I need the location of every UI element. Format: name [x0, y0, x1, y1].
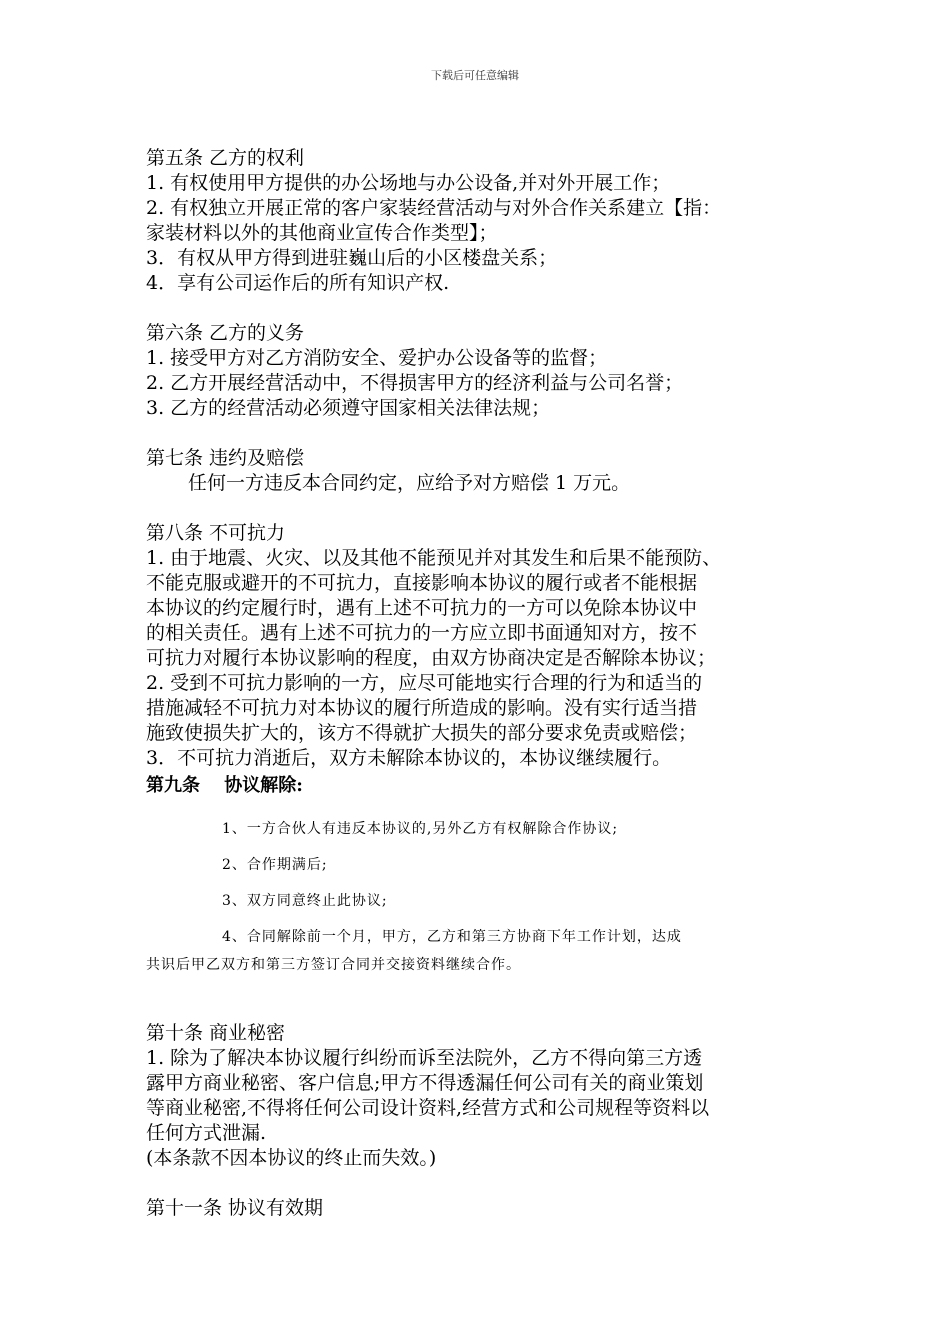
section-title: 第十一条 协议有效期 — [146, 1197, 324, 1219]
section-6 — [146, 321, 816, 421]
section-10 — [146, 1021, 816, 1171]
clause-line: 4．享有公司运作后的所有知识产权. — [146, 272, 450, 294]
header-note: 下载后可任意编辑 — [431, 69, 519, 82]
section-8 — [146, 521, 816, 771]
clause-line: 露甲方商业秘密、客户信息;甲方不得透漏任何公司有关的商业策划 — [146, 1072, 704, 1094]
section-11 — [146, 1196, 816, 1221]
clause-line: 3. 乙方的经营活动必须遵守国家相关法律法规； — [146, 397, 551, 419]
clause-line: 不能克服或避开的不可抗力，直接影响本协议的履行或者不能根据 — [146, 572, 698, 594]
section-title: 第六条 乙方的义务 — [146, 322, 305, 344]
section-title: 第八条 不可抗力 — [146, 522, 286, 544]
section-5 — [146, 146, 816, 296]
clause-line: 本协议的约定履行时，遇有上述不可抗力的一方可以免除本协议中 — [146, 597, 698, 619]
list-item: 3、双方同意终止此协议; — [222, 893, 388, 909]
clause-line: 2. 受到不可抗力影响的一方，应尽可能地实行合理的行为和适当的 — [146, 672, 703, 694]
clause-line: 1. 由于地震、火灾、以及其他不能预见并对其发生和后果不能预防、 — [146, 547, 722, 569]
list-item: 4、合同解除前一个月，甲方，乙方和第三方协商下年工作计划，达成 — [222, 929, 682, 945]
document-body — [146, 146, 816, 1221]
section-9 — [146, 773, 816, 979]
clause-line: 1. 除为了解决本协议履行纠纷而诉至法院外，乙方不得向第三方透 — [146, 1047, 703, 1069]
section-title: 第十条 商业秘密 — [146, 1022, 286, 1044]
clause-line: 3．有权从甲方得到进驻巍山后的小区楼盘关系； — [146, 247, 558, 269]
clause-line: 1. 接受甲方对乙方消防安全、爱护办公设备等的监督； — [146, 347, 608, 369]
clause-line: 家装材料以外的其他商业宣传合作类型】； — [146, 222, 498, 244]
section-title: 第九条 协议解除: — [146, 775, 303, 796]
clause-line: 任何方式泄漏. — [146, 1122, 267, 1144]
clause-line: 可抗力对履行本协议影响的程度，由双方协商决定是否解除本协议； — [146, 647, 717, 669]
clause-line: 任何一方违反本合同约定，应给予对方赔偿 1 万元。 — [188, 472, 631, 494]
clause-line: 施致使损失扩大的，该方不得就扩大损失的部分要求免责或赔偿； — [146, 722, 698, 744]
clause-line: 3．不可抗力消逝后，双方未解除本协议的，本协议继续履行。 — [146, 747, 672, 769]
clause-line: 措施减轻不可抗力对本协议的履行所造成的影响。没有实行适当措 — [146, 697, 698, 719]
clause-line: 2. 乙方开展经营活动中，不得损害甲方的经济利益与公司名誉； — [146, 372, 684, 394]
clause-line: 1. 有权使用甲方提供的办公场地与办公设备,并对外开展工作； — [146, 172, 671, 194]
clause-line: 的相关责任。遇有上述不可抗力的一方应立即书面通知对方，按不 — [146, 622, 698, 644]
clause-line: (本条款不因本协议的终止而失效。) — [146, 1147, 437, 1169]
list-item: 1、一方合伙人有违反本协议的,另外乙方有权解除合作协议; — [222, 821, 619, 837]
clause-line: 等商业秘密,不得将任何公司设计资料,经营方式和公司规程等资料以 — [146, 1097, 710, 1119]
list-item: 2、合作期满后; — [222, 857, 328, 873]
section-7 — [146, 446, 816, 496]
section-title: 第七条 违约及赔偿 — [146, 447, 305, 469]
list-item-continuation: 共识后甲乙双方和第三方签订合同并交接资料继续合作。 — [146, 957, 521, 973]
clause-line: 2. 有权独立开展正常的客户家装经营活动与对外合作关系建立【指： — [146, 197, 722, 219]
section-title: 第五条 乙方的权利 — [146, 147, 305, 169]
